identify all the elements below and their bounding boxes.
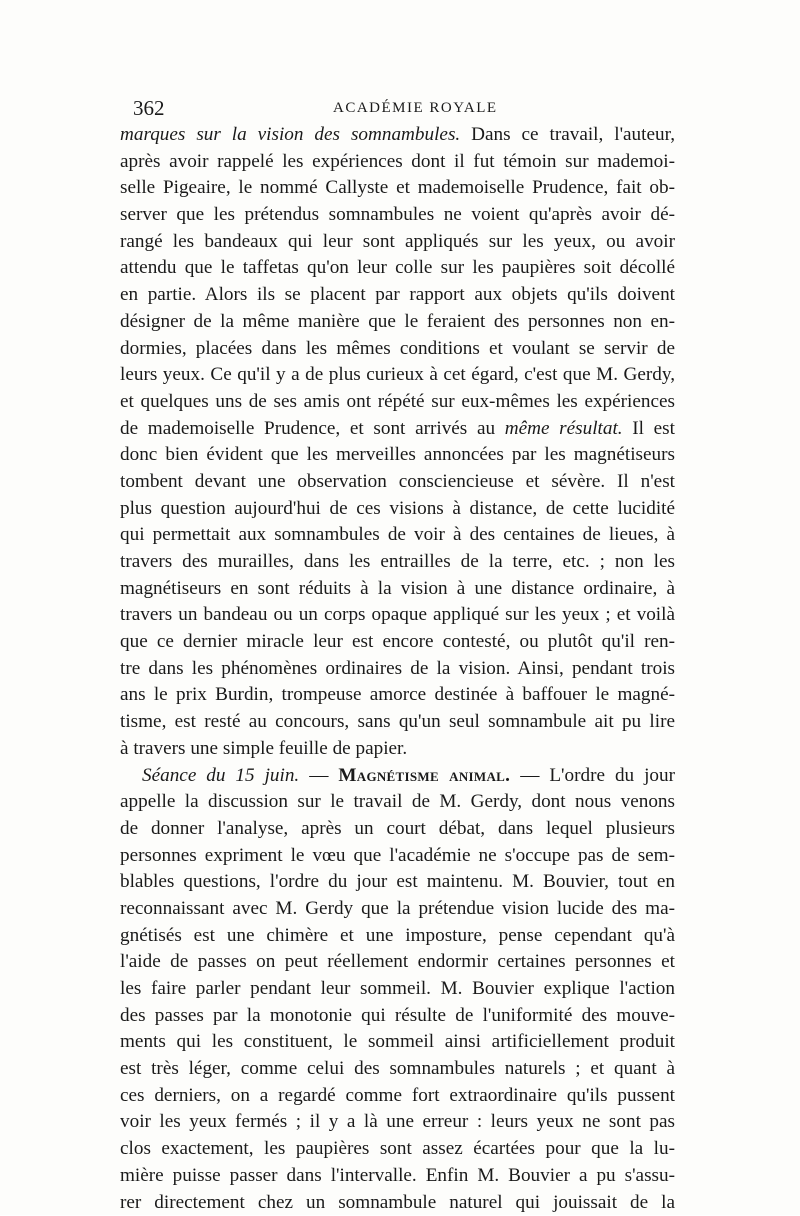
running-head: ACADÉMIE ROYALE	[333, 100, 498, 117]
text-run: de mademoiselle Prudence, et sont arrivés au	[120, 418, 505, 439]
text-run: appelle la discussion sur le travail de M. Gerdy, dont nous venons	[120, 791, 675, 812]
text-line	[120, 496, 675, 523]
text-run: plus question aujourd'hui de ces visions à distance, de cette lucidité	[120, 498, 675, 519]
text-line	[120, 709, 675, 736]
text-line	[120, 976, 675, 1003]
text-line	[120, 602, 675, 629]
text-line	[120, 416, 675, 443]
text-run: ces derniers, on a regardé comme fort extraordinaire qu'ils pussent	[120, 1085, 675, 1106]
text-run: désigner de la même manière que le feraient des personnes non en-	[120, 311, 675, 332]
text-run: voir les yeux fermés ; il y a là une erreur : leurs yeux ne sont pas	[120, 1111, 675, 1132]
text-run: reconnaissant avec M. Gerdy que la prétendue vision lucide des ma-	[120, 898, 675, 919]
text-line	[120, 1083, 675, 1110]
paragraph-1	[120, 122, 675, 763]
text-run: selle Pigeaire, le nommé Callyste et mademoiselle Prudence, fait ob-	[120, 177, 675, 198]
small-caps-run: Magnétisme animal.	[338, 765, 510, 786]
text-line	[120, 1003, 675, 1030]
text-line	[120, 389, 675, 416]
text-line	[120, 362, 675, 389]
text-line	[120, 442, 675, 469]
text-line	[120, 202, 675, 229]
text-line	[120, 336, 675, 363]
text-run: mière puisse passer dans l'intervalle. Enfin M. Bouvier a pu s'assu-	[120, 1165, 675, 1186]
text-line	[120, 255, 675, 282]
text-run: est très léger, comme celui des somnambules naturels ; et quant à	[120, 1058, 675, 1079]
text-line	[120, 282, 675, 309]
text-run: que ce dernier miracle leur est encore contesté, ou plutôt qu'il ren-	[120, 631, 675, 652]
text-line	[120, 656, 675, 683]
text-run: rangé les bandeaux qui leur sont appliqués sur les yeux, ou avoir	[120, 231, 675, 252]
text-run: donc bien évident que les merveilles annoncées par les magnétiseurs	[120, 444, 675, 465]
text-run: de donner l'analyse, après un court débat, dans lequel plusieurs	[120, 818, 675, 839]
text-run: tre dans les phénomènes ordinaires de la vision. Ainsi, pendant trois	[120, 658, 675, 679]
paragraph-2	[120, 763, 675, 1216]
text-run: après avoir rappelé les expériences dont il fut témoin sur mademoi-	[120, 151, 675, 172]
text-run: gnétisés est une chimère et une imposture, pense cependant qu'à	[120, 925, 675, 946]
text-run: attendu que le taffetas qu'on leur colle sur les paupières soit décollé	[120, 257, 675, 278]
text-run: en partie. Alors ils se placent par rapport aux objets qu'ils doivent	[120, 284, 675, 305]
text-run: l'aide de passes on peut réellement endormir certaines personnes et	[120, 951, 675, 972]
text-run: ans le prix Burdin, trompeuse amorce destinée à baffouer le magné-	[120, 684, 675, 705]
text-run: tombent devant une observation consciencieuse et sévère. Il n'est	[120, 471, 675, 492]
text-line	[120, 682, 675, 709]
text-line	[120, 1136, 675, 1163]
body-text	[120, 122, 675, 1216]
text-run: leurs yeux. Ce qu'il y a de plus curieux à cet égard, c'est que M. Gerdy,	[120, 364, 675, 385]
text-run: — L'ordre du jour	[510, 765, 675, 786]
text-line	[120, 736, 675, 763]
text-run: et quelques uns de ses amis ont répété sur eux-mêmes les expériences	[120, 391, 675, 412]
text-line	[120, 122, 675, 149]
text-line	[120, 789, 675, 816]
text-run: qui permettait aux somnambules de voir à des centaines de lieues, à	[120, 524, 675, 545]
text-run: des passes par la monotonie qui résulte de l'uniformité des mouve-	[120, 1005, 675, 1026]
text-run: clos exactement, les paupières sont assez écartées pour que la lu-	[120, 1138, 675, 1159]
text-run: ments qui les constituent, le sommeil ainsi artificiellement produit	[120, 1031, 675, 1052]
text-line	[120, 1109, 675, 1136]
text-line	[120, 949, 675, 976]
text-line	[120, 843, 675, 870]
text-run: —	[299, 765, 338, 786]
text-line	[120, 1056, 675, 1083]
text-line	[120, 469, 675, 496]
text-line	[120, 229, 675, 256]
text-line	[120, 869, 675, 896]
text-line	[120, 629, 675, 656]
text-line	[120, 309, 675, 336]
text-line	[120, 1029, 675, 1056]
text-run: magnétiseurs en sont réduits à la vision à une distance ordinaire, à	[120, 578, 675, 599]
text-run: Il est	[623, 418, 675, 439]
text-line	[120, 522, 675, 549]
text-line	[120, 549, 675, 576]
text-run: blables questions, l'ordre du jour est maintenu. M. Bouvier, tout en	[120, 871, 675, 892]
text-line	[120, 149, 675, 176]
text-run: travers des murailles, dans les entrailles de la terre, etc. ; non les	[120, 551, 675, 572]
italic-run: Séance du 15 juin.	[142, 765, 299, 786]
page-number: 362	[133, 96, 165, 121]
text-run: Dans ce travail, l'auteur,	[460, 124, 675, 145]
text-run: server que les prétendus somnambules ne voient qu'après avoir dé-	[120, 204, 675, 225]
text-line	[120, 175, 675, 202]
italic-run: même résultat.	[505, 418, 623, 439]
text-run: personnes expriment le vœu que l'académie ne s'occupe pas de sem-	[120, 845, 675, 866]
text-line	[120, 923, 675, 950]
text-line	[120, 576, 675, 603]
text-run: travers un bandeau ou un corps opaque appliqué sur les yeux ; et voilà	[120, 604, 675, 625]
text-line	[120, 1190, 675, 1216]
italic-run: marques sur la vision des somnambules.	[120, 124, 460, 145]
text-run: les faire parler pendant leur sommeil. M. Bouvier explique l'action	[120, 978, 675, 999]
text-line	[120, 1163, 675, 1190]
text-line	[120, 896, 675, 923]
text-line	[120, 816, 675, 843]
text-run: dormies, placées dans les mêmes conditions et voulant se servir de	[120, 338, 675, 359]
text-line	[120, 763, 675, 790]
text-run: tisme, est resté au concours, sans qu'un seul somnambule ait pu lire	[120, 711, 675, 732]
text-run: à travers une simple feuille de papier.	[120, 738, 407, 759]
text-run: rer directement chez un somnambule naturel qui jouissait de la	[120, 1192, 675, 1213]
